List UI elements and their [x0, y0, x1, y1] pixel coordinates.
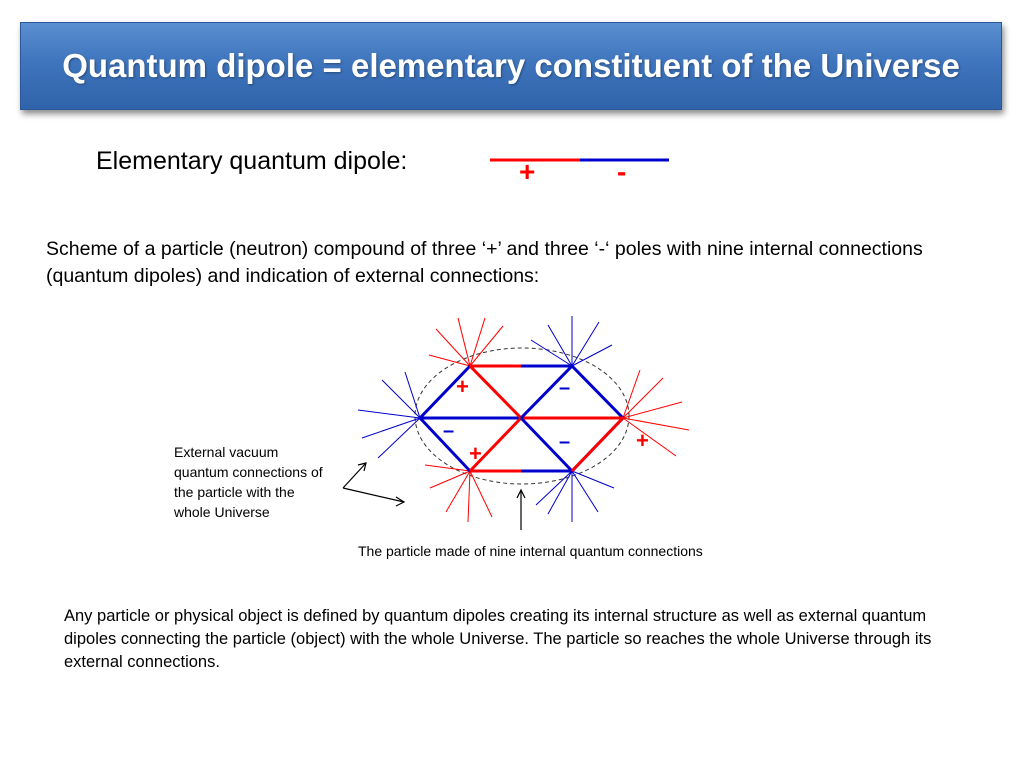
external-connections-top-left — [429, 318, 503, 366]
summary-paragraph: Any particle or physical object is defined by quantum dipoles creating its internal structure as well as external quantum dipoles connecting the particle (object) with the whole Universe. The particle so reaches the whole Universe through its external connections. — [64, 607, 932, 671]
dipole-label: Elementary quantum dipole: — [96, 147, 408, 175]
dipole-plus-sign: + — [519, 156, 536, 187]
pole-sign-bottom-left: + — [469, 441, 482, 466]
external-connections-label: External vacuum quantum connections of the particle with the whole Universe — [174, 444, 323, 520]
internal-connections — [420, 366, 623, 471]
external-connections-bottom-right — [536, 471, 614, 522]
external-connections-top-right — [531, 316, 612, 366]
pole-sign-mid-left: – — [443, 420, 455, 442]
external-label-arrows — [343, 463, 404, 506]
pole-sign-bottom-right: – — [559, 431, 571, 453]
particle-label-arrow — [517, 490, 525, 530]
pole-sign-top-right: – — [559, 377, 571, 399]
slide-title: Quantum dipole = elementary constituent of the Universe — [62, 47, 960, 84]
pole-sign-top-left: + — [456, 374, 469, 399]
pole-sign-right-outer: + — [636, 428, 649, 453]
dipole-minus-sign: - — [617, 156, 627, 187]
external-connections-left — [358, 372, 420, 458]
external-connections-right — [623, 370, 689, 456]
external-connections-bottom-left — [425, 465, 492, 522]
scheme-description: Scheme of a particle (neutron) compound of three ‘+’ and three ‘-‘ poles with nine internal connections (quantum dipoles) and indication of external connections: — [46, 238, 923, 287]
particle-label: The particle made of nine internal quantum connections — [358, 543, 703, 559]
